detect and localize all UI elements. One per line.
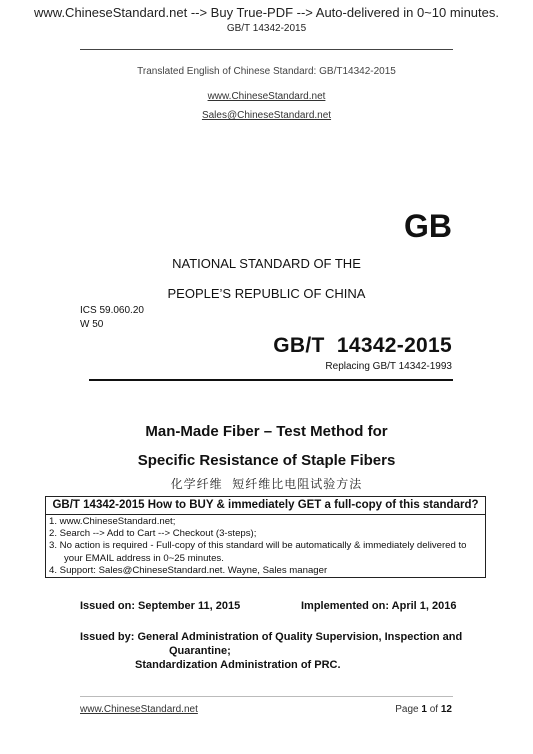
website-link[interactable]: www.ChineseStandard.net [207, 91, 326, 102]
header-divider [80, 49, 453, 50]
title-line2: Specific Resistance of Staple Fibers [137, 452, 396, 469]
page-current: 1 [421, 704, 427, 715]
issuer-block [80, 630, 462, 672]
top-banner: www.ChineseStandard.net --> Buy True-PDF --> Auto-delivered in 0~10 minutes. [34, 5, 499, 20]
buy-step-1: 1. www.ChineseStandard.net; [49, 516, 176, 527]
email-link[interactable]: Sales@ChineseStandard.net [201, 110, 332, 121]
buy-step-3-continued: your EMAIL address in 0~25 minutes. [64, 552, 224, 564]
title-chinese: 化学纤维 短纤维比电阻试验方法 [170, 477, 363, 491]
national-standard-line1: NATIONAL STANDARD OF THE [172, 256, 361, 271]
standard-number: GB/T 14342-2015 [273, 334, 452, 357]
buy-box-divider [46, 514, 485, 515]
issuer-line2: Quarantine; [169, 645, 231, 657]
website-link-row [0, 86, 533, 104]
issuer-line1: Issued by: General Administration of Quality Supervision, Inspection and [80, 631, 463, 643]
replacing-note: Replacing GB/T 14342-1993 [325, 361, 452, 372]
footer-divider [80, 696, 453, 697]
page-total: 12 [440, 704, 452, 715]
standard-divider [89, 379, 453, 381]
page-of: of [426, 704, 441, 715]
ics-code: ICS 59.060.20 [80, 305, 144, 316]
page-indicator [395, 704, 452, 715]
buy-instructions-box [45, 496, 486, 578]
gb-logo: GB [404, 208, 452, 244]
buy-step-4: 4. Support: Sales@ChineseStandard.net. Wayne, Sales manager [49, 564, 328, 576]
issuer-line3: Standardization Administration of PRC. [135, 659, 341, 671]
email-link-row [0, 105, 533, 123]
footer-website-link[interactable]: www.ChineseStandard.net [80, 704, 198, 715]
buy-step-3: 3. No action is required - Full-copy of this standard will be automatically & immediately delivered to [49, 540, 467, 552]
buy-steps-list [49, 516, 467, 577]
w-code: W 50 [80, 319, 104, 330]
header-standard-code: GB/T 14342-2015 [226, 23, 307, 34]
national-standard-line2: PEOPLE’S REPUBLIC OF CHINA [167, 286, 366, 301]
title-line1: Man-Made Fiber – Test Method for [145, 423, 388, 440]
buy-box-header: GB/T 14342-2015 How to BUY & immediately GET a full-copy of this standard? [52, 499, 479, 511]
page-prefix: Page [395, 704, 422, 715]
buy-step-2: 2. Search --> Add to Cart --> Checkout (3-steps); [49, 528, 257, 540]
implemented-date: Implemented on: April 1, 2016 [301, 600, 457, 612]
issued-date: Issued on: September 11, 2015 [80, 600, 241, 612]
translation-note: Translated English of Chinese Standard: GB/T14342-2015 [137, 66, 396, 77]
